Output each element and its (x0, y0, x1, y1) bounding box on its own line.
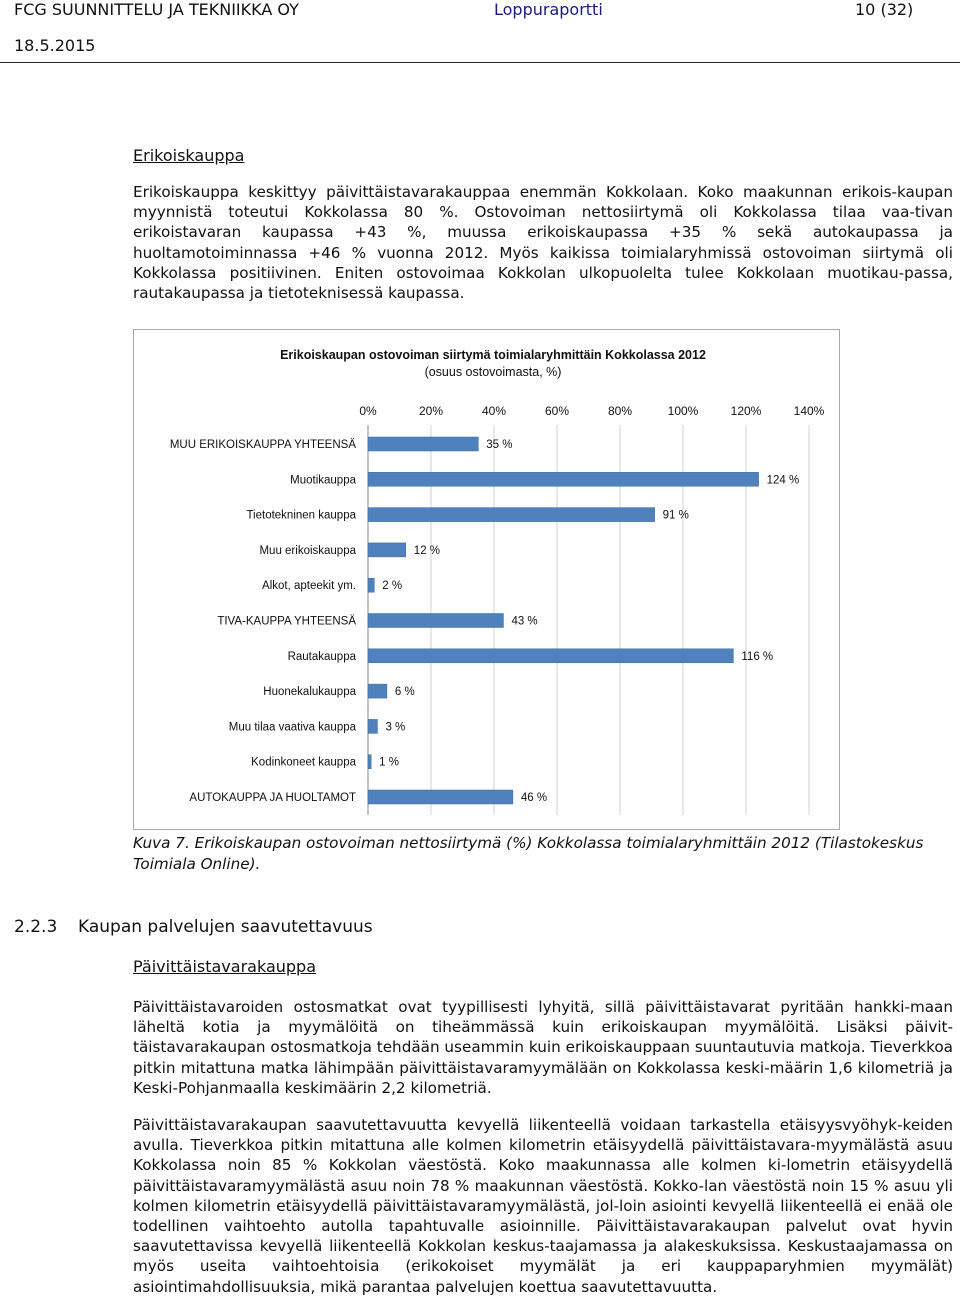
bar (368, 755, 371, 769)
value-label: 1 % (379, 756, 399, 769)
section-number: 2.2.3 (14, 917, 58, 937)
x-tick-label: 40% (481, 404, 507, 418)
bar (368, 684, 387, 698)
category-label: MUU ERIKOISKAUPPA YHTEENSÄ (169, 439, 356, 451)
value-label: 46 % (520, 792, 548, 804)
header-org: FCG SUUNNITTELU JA TEKNIIKKA OY (14, 0, 299, 19)
bar (368, 614, 503, 628)
paragraph-erikoiskauppa: Erikoiskauppa keskittyy päivittäistavarakauppaa enemmän Kokkolaan. Koko maakunnan erikois-kaupan myynnistä toteutui Kokkolassa 80 %. Ostovoiman nettosiirtymä oli Kokkolassa tilaa vaa-tivan erikoistavaran kaupassa +43 %, muussa erikoiskaupassa +35 % sekä autokaupassa ja huoltamotoiminnassa +46 % vuonna 2012. Myös kaikissa toimialaryhmissä ostovoiman siirtymä oli Kokkolassa positiivinen. Eniten ostovoimaa Kokkolan ulkopuolelta tulee Kokkolaan muotikau-passa, rautakaupassa ja tietoteknisessä kaupassa. (133, 183, 953, 303)
x-tick-label: 120% (730, 404, 762, 418)
category-label: Muotikauppa (290, 474, 356, 487)
chart-subtitle: (osuus ostovoimasta, %) (424, 365, 562, 379)
x-tick-label: 80% (607, 404, 633, 418)
x-tick-label: 100% (667, 404, 699, 418)
category-label: Alkot, apteekit ym. (262, 580, 356, 593)
value-label: 91 % (662, 509, 689, 522)
chart-title: Erikoiskaupan ostovoiman siirtymä toimialaryhmittäin Kokkolassa 2012 (280, 348, 706, 362)
bar-chart (134, 330, 839, 829)
bar (368, 719, 377, 733)
section-heading (14, 917, 373, 937)
bar (368, 578, 374, 592)
section-erikoiskauppa (133, 146, 953, 303)
bar (368, 790, 513, 804)
value-label: 2 % (382, 580, 403, 593)
paragraph-2: Päivittäistavarakaupan saavutettavuutta kevyellä liikenteellä voidaan tarkastella etäisyysvyöhyk-keiden avulla. Tieverkkoa pitkin mitattuna alle kolmen kilometrin etäisyydellä päivittäistavara-myymälästä asuu Kokkolassa noin 85 % Kokkolan väestöstä. Koko maakunnassa alle kolmen ki-lometrin etäisyydellä päivittäistavaramyymälästä asuu noin 78 % maakunnan väestöstä. Kokko-lan väestöstä noin 15 % asuu yli kolmen kilometrin etäisyydellä päivittäistavaramyymälästä, jol-loin asiointi kevyellä liikenteellä ei enää ole todellinen vaihtoehto autolla tapahtuvalle asioinnille. Päivittäistavarakaupan palvelut ovat hyvin saavutettavissa kevyellä liikenteellä Kokkolan keskus-taajamassa ja alakeskuksissa. Keskustaajamassa on myös useita vaihtoehtoisia (erikokoiset myymälät ja eri kauppaparyhmien myymälät) asiointimahdollisuuksia, mikä parantaa palvelujen koettua saavutettavuutta. (133, 1116, 953, 1296)
x-tick-label: 0% (359, 404, 377, 418)
bar (368, 437, 478, 451)
category-label: Rautakauppa (287, 650, 356, 663)
bar (368, 508, 655, 522)
section-paivittaistavarakauppa (133, 957, 953, 1297)
category-label: AUTOKAUPPA JA HUOLTAMOT (189, 792, 356, 804)
category-label: Huonekalukauppa (263, 686, 356, 699)
header-date: 18.5.2015 (14, 36, 96, 55)
page-header (0, 0, 960, 64)
value-label: 124 % (766, 474, 800, 487)
category-label: Muu erikoiskauppa (259, 544, 356, 557)
header-page-number: 10 (32) (855, 0, 914, 19)
value-label: 116 % (741, 650, 774, 663)
value-label: 12 % (413, 544, 441, 557)
bar (368, 649, 733, 663)
x-tick-label: 140% (793, 404, 825, 418)
category-label: Muu tilaa vaativa kauppa (228, 721, 356, 734)
paragraph-1: Päivittäistavaroiden ostosmatkat ovat tyypillisesti lyhyitä, sillä päivittäistavarat pyritään hankki-maan läheltä kotia ja myymälöitä on tiheämmässä kuin erikoiskaupan myymälöitä. Lisäksi päivit-täistavarakaupan ostosmatkoja tehdään useammin kuin erikoiskauppaan suuntautuvia matkoja. Tieverkkoa pitkin mitattuna matka lähimpään päivittäistavaramyymälään on Kokkolassa keski-määrin 1,6 kilometriä ja Keski-Pohjanmaalla keskimäärin 2,2 kilometriä. (133, 998, 953, 1097)
header-doc-title: Loppuraportti (494, 0, 603, 19)
value-label: 3 % (385, 721, 406, 734)
section-title: Kaupan palvelujen saavutettavuus (78, 917, 373, 937)
x-tick-label: 60% (544, 404, 570, 418)
value-label: 43 % (511, 615, 538, 628)
bar (368, 472, 759, 486)
subheading-erikoiskauppa: Erikoiskauppa (133, 146, 245, 165)
category-label: Tietotekninen kauppa (246, 509, 356, 522)
header-divider (0, 62, 960, 63)
figure-caption: Kuva 7. Erikoiskaupan ostovoiman nettosiirtymä (%) Kokkolassa toimialaryhmittäin 2012 (Tilastokeskus Toimiala Online). (133, 834, 924, 873)
x-tick-label: 20% (418, 404, 444, 418)
value-label: 6 % (394, 686, 415, 699)
chart-frame (133, 329, 840, 830)
subheading-paivittaistavarakauppa: Päivittäistavarakauppa (133, 957, 317, 976)
category-label: Kodinkoneet kauppa (251, 756, 356, 769)
value-label: 35 % (486, 439, 513, 451)
bar (368, 543, 406, 557)
category-label: TIVA-KAUPPA YHTEENSÄ (217, 615, 356, 628)
